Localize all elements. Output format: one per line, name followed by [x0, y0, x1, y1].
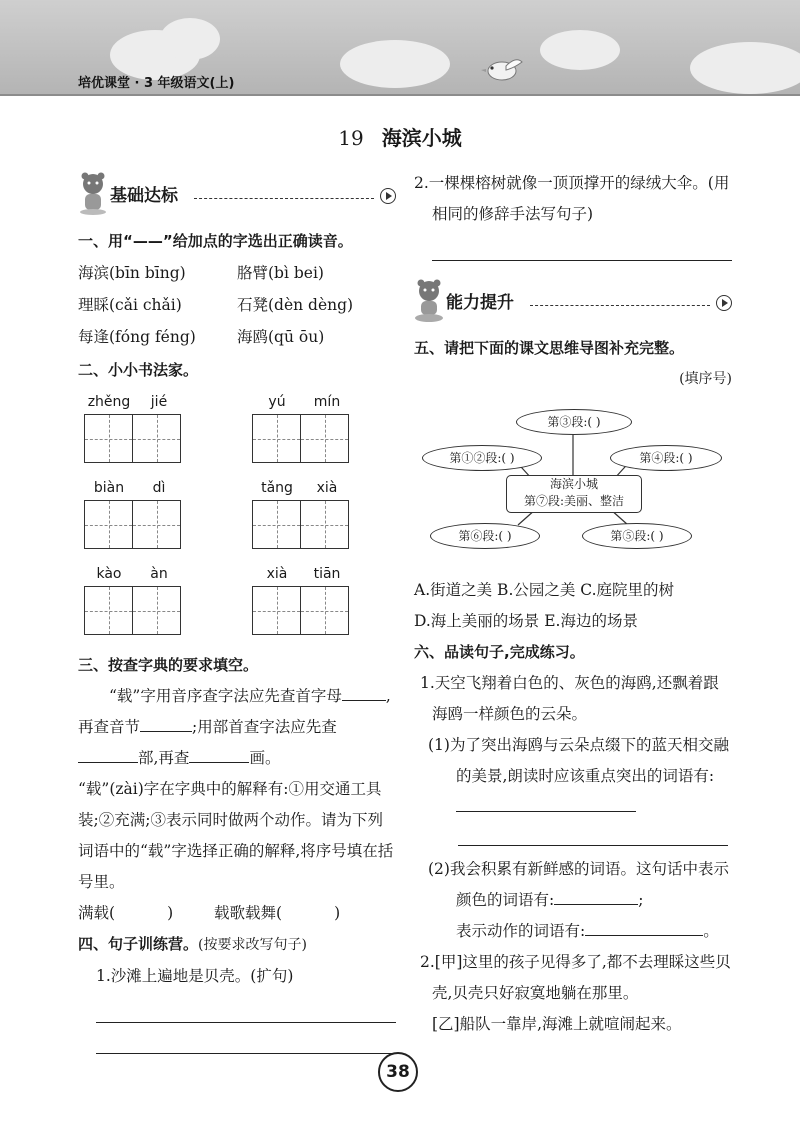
q1-options	[78, 257, 396, 353]
tianzi-box[interactable]	[84, 500, 133, 549]
mascot-icon	[414, 279, 444, 323]
cloud-decoration	[340, 40, 450, 88]
answer-line[interactable]	[96, 1023, 396, 1054]
tianzi-box[interactable]	[300, 414, 349, 463]
pinyin-label: kào	[96, 566, 122, 582]
q5-title: 五、请把下面的课文思维导图补充完整。	[414, 339, 685, 357]
q6-title: 六、品读句子,完成练习。	[414, 643, 585, 661]
pinyin-label: xià	[316, 480, 338, 496]
q6-item1: 1.天空飞翔着白色的、灰色的海鸥,还飘着跟海鸥一样颜色的云朵。	[420, 674, 719, 723]
answer-line[interactable]	[432, 230, 732, 261]
basic-banner	[78, 168, 396, 226]
q1-title: 一、用“——”给加点的字选出正确读音。	[78, 232, 353, 250]
fill-blank-action-words[interactable]	[585, 917, 703, 936]
tian-row	[78, 562, 396, 648]
mindmap-node-para4[interactable]: 第④段:( )	[610, 445, 722, 471]
q3-paragraph1	[78, 681, 396, 774]
lesson-name: 海滨小城	[381, 126, 462, 150]
fill-blank-syllable[interactable]	[140, 713, 192, 732]
play-arrow-icon	[380, 188, 396, 204]
tianzi-box[interactable]	[300, 500, 349, 549]
q4-title	[78, 929, 396, 961]
q2-title: 二、小小书法家。	[78, 361, 199, 379]
q3-words	[78, 898, 396, 929]
q1-row	[78, 257, 396, 289]
cloud-decoration	[160, 18, 220, 60]
tianzi-box[interactable]	[252, 586, 301, 635]
writing-pair	[252, 390, 352, 476]
q5-options-1: A.街道之美 B.公园之美 C.庭院里的树	[414, 581, 675, 599]
answer-line[interactable]	[96, 992, 396, 1023]
fill-blank-emphasis-words[interactable]	[456, 793, 636, 812]
pinyin-label: àn	[150, 566, 168, 582]
mascot-icon	[78, 172, 108, 216]
mind-map	[414, 401, 732, 575]
lesson-number: 19	[338, 126, 364, 150]
pinyin-label: dì	[152, 480, 166, 496]
bird-icon	[480, 54, 526, 84]
q3-text: 画。	[249, 749, 281, 767]
fill-blank-radical[interactable]	[78, 744, 138, 763]
q4-note: (按要求改写句子)	[198, 937, 307, 953]
cloud-decoration	[690, 42, 800, 94]
q5-options-2: D.海上美丽的场景 E.海边的场景	[414, 612, 638, 630]
q1-row	[78, 321, 396, 353]
mindmap-center-sub: 第⑦段:美丽、整洁	[523, 494, 625, 508]
writing-pair	[84, 562, 184, 648]
q3-text: 部,再查	[138, 749, 190, 767]
pinyin-label: tiān	[313, 566, 341, 582]
q6-item2a: 2.[甲]这里的孩子见得多了,都不去理睬这些贝壳,贝壳只好寂寞地躺在那里。	[420, 953, 731, 1002]
q4-item1: 1.沙滩上遍地是贝壳。(扩句)	[96, 967, 294, 985]
pinyin-label: yú	[268, 394, 286, 410]
tianzi-box[interactable]	[300, 586, 349, 635]
cloud-decoration	[540, 30, 620, 70]
mindmap-node-para5[interactable]: 第⑤段:( )	[582, 523, 692, 549]
fill-blank-color-words[interactable]	[554, 886, 638, 905]
q3-text: ,再查音节	[78, 687, 391, 736]
banner-divider	[530, 305, 710, 306]
q5-note: (填序号)	[679, 371, 732, 387]
q6-sub2: (2)我会积累有新鲜感的词语。这句话中表示颜色的词语有: ;	[428, 860, 729, 909]
play-arrow-icon	[716, 295, 732, 311]
writing-pair	[252, 476, 352, 562]
tianzi-box[interactable]	[84, 586, 133, 635]
fill-blank-strokes[interactable]	[189, 744, 249, 763]
mindmap-center	[506, 475, 642, 513]
q6-sub2-text: (2)我会积累有新鲜感的词语。这句话中表示颜色的词语有:	[428, 860, 729, 909]
tianzi-box[interactable]	[252, 500, 301, 549]
q2-grid	[78, 390, 396, 648]
tianzi-box[interactable]	[132, 500, 181, 549]
tianzi-box[interactable]	[132, 414, 181, 463]
tian-row	[78, 476, 396, 562]
writing-pair	[252, 562, 352, 648]
right-column	[414, 168, 732, 1040]
page-number: 38	[378, 1052, 418, 1092]
q3-paragraph2: “载”(zài)字在字典中的解释有:①用交通工具装;②充满;③表示同时做两个动作。请为下列词语中的“载”字选择正确的解释,将序号填在括号里。	[78, 780, 394, 891]
pinyin-label: jié	[150, 394, 168, 410]
word-label: 满载(	[78, 904, 116, 922]
q1-item[interactable]: 海滨(bīn bīng)	[78, 264, 186, 282]
q1-item[interactable]: 胳臂(bì bei)	[237, 264, 324, 282]
q3-text: ;用部首查字	[192, 718, 275, 736]
banner-divider	[194, 198, 374, 199]
q4-title-text: 四、句子训练营。	[78, 935, 199, 953]
tianzi-box[interactable]	[132, 586, 181, 635]
mindmap-node-para12[interactable]: 第①②段:( )	[422, 445, 542, 471]
q6-sub1	[414, 730, 732, 823]
pinyin-label: biàn	[93, 480, 125, 496]
paren-close: )	[334, 904, 341, 922]
writing-pair	[84, 476, 184, 562]
ability-banner-title: 能力提升	[446, 293, 514, 313]
fill-blank-initial[interactable]	[342, 682, 386, 701]
q1-item[interactable]: 理睬(cǎi chǎi)	[78, 296, 182, 314]
mindmap-node-para3[interactable]: 第③段:( )	[516, 409, 632, 435]
left-column	[78, 168, 396, 1054]
word-label: 载歌载舞(	[214, 904, 283, 922]
q1-item[interactable]: 海鸥(qū ōu)	[237, 328, 325, 346]
q6-sub2b-text: 表示动作的词语有:	[456, 922, 586, 940]
ability-banner	[414, 275, 732, 333]
q3-word-zaige	[214, 898, 340, 929]
q6-sub1-text: (1)为了突出海鸥与云朵点缀下的蓝天相交融的美景,朗读时应该重点突出的词语有:	[428, 736, 729, 785]
basic-banner-title: 基础达标	[110, 186, 178, 206]
pinyin-label: tǎng	[261, 480, 293, 496]
writing-pair	[84, 390, 184, 476]
q3-text: “载”字用音序查字法应先查首字	[109, 687, 327, 705]
tian-row	[78, 390, 396, 476]
q1-item[interactable]: 石凳(dèn dèng)	[237, 296, 354, 314]
answer-line[interactable]	[458, 823, 728, 846]
pinyin-label: xià	[266, 566, 288, 582]
q6-item2b: [乙]船队一靠岸,海滩上就喧闹起来。	[432, 1015, 682, 1033]
book-title: 培优课堂 · 3 年级语文(上)	[78, 76, 235, 91]
q4-item2: 2.一棵棵榕树就像一顶顶撑开的绿绒大伞。(用相同的修辞手法写句子)	[414, 174, 730, 223]
paren-close: )	[167, 904, 174, 922]
pinyin-label: mín	[313, 394, 341, 410]
q3-text: 母	[326, 687, 342, 705]
mindmap-node-para6[interactable]: 第⑥段:( )	[430, 523, 540, 549]
q1-row	[78, 289, 396, 321]
q3-title: 三、按查字典的要求填空。	[78, 656, 259, 674]
mindmap-center-title: 海滨小城	[549, 477, 598, 491]
pinyin-label: zhěng	[87, 394, 131, 410]
q3-text: 法应先查	[274, 718, 337, 736]
lesson-title	[0, 122, 800, 151]
q3-word-manzai	[78, 898, 214, 929]
q1-item[interactable]: 每逢(fóng féng)	[78, 328, 196, 346]
tianzi-box[interactable]	[84, 414, 133, 463]
tianzi-box[interactable]	[252, 414, 301, 463]
q6-sub2b: 表示动作的词语有: 。	[414, 916, 732, 947]
